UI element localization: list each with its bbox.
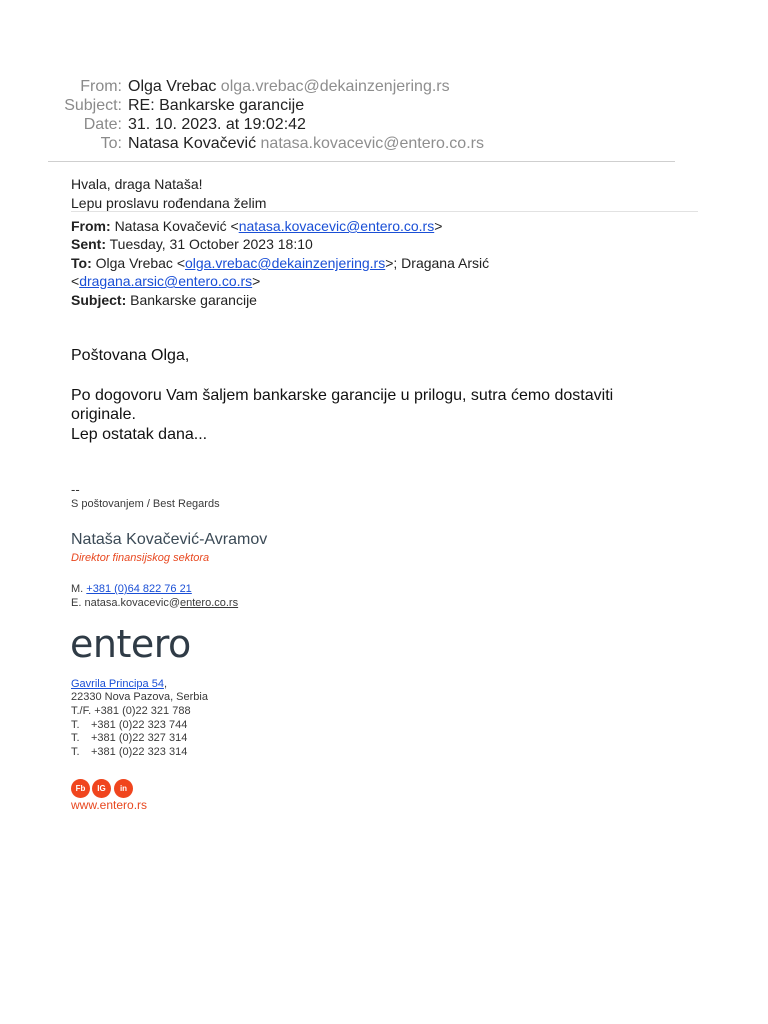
quoted-to-close-2: > [252, 273, 261, 289]
signature-email [71, 597, 238, 611]
quoted-sent [71, 235, 313, 253]
signature-regards: S poštovanjem / Best Regards [71, 498, 220, 510]
phone-1 [71, 719, 188, 733]
signature-mobile [71, 583, 192, 597]
quoted-to-name-1: Olga Vrebac < [95, 255, 185, 271]
email-label: E. [71, 597, 82, 609]
quoted-sent-label: Sent: [71, 236, 106, 252]
body-greeting: Poštovana Olga, [71, 347, 190, 364]
email-domain-link[interactable]: entero.co.rs [180, 597, 239, 609]
quoted-from-close: > [434, 218, 443, 234]
linkedin-icon[interactable]: in [114, 779, 133, 798]
phone-2-number[interactable]: +381 (0)22 327 314 [91, 732, 188, 744]
quoted-to-label: To: [71, 255, 92, 271]
body-paragraph-line-2: originale. [71, 406, 136, 423]
phone-1-label: T. [71, 719, 80, 731]
quoted-to-cont [71, 272, 260, 290]
quoted-to-email-2-link[interactable]: dragana.arsic@entero.co.rs [79, 273, 253, 289]
header-to-label: To: [100, 135, 122, 152]
quoted-to-open-2: < [71, 273, 80, 289]
header-from-value [128, 77, 450, 97]
header-from-label: From: [80, 78, 122, 95]
sender-email[interactable]: olga.vrebac@dekainzenjering.rs [220, 78, 450, 95]
phone-1-number[interactable]: +381 (0)22 323 744 [91, 719, 188, 731]
recipient-name: Natasa Kovačević [128, 135, 257, 152]
phone-tf-number[interactable]: +381 (0)22 321 788 [94, 705, 191, 717]
facebook-icon[interactable]: Fb [71, 779, 90, 798]
header-date-value: 31. 10. 2023. at 19:02:42 [128, 116, 306, 133]
quoted-from-label: From: [71, 218, 111, 234]
quoted-from-name: Natasa Kovačević < [114, 218, 239, 234]
quoted-subject [71, 291, 257, 309]
quoted-to-mid: >; Dragana Arsić [385, 255, 490, 271]
mobile-label: M. [71, 583, 84, 595]
quoted-to-email-1-link[interactable]: olga.vrebac@dekainzenjering.rs [185, 255, 386, 271]
quoted-sent-value: Tuesday, 31 October 2023 18:10 [109, 236, 313, 252]
address-street-line [71, 678, 167, 692]
header-to-value [128, 134, 484, 154]
quoted-from [71, 217, 442, 235]
quoted-subject-label: Subject: [71, 292, 127, 308]
phone-2-label: T. [71, 732, 80, 744]
instagram-icon[interactable]: IG [92, 779, 111, 798]
body-paragraph-line-1: Po dogovoru Vam šaljem bankarske garancije u prilogu, sutra ćemo dostaviti [71, 387, 614, 404]
phone-3-number[interactable]: +381 (0)22 323 314 [91, 746, 188, 758]
quoted-to [71, 254, 489, 272]
signature-dashes: -- [71, 482, 80, 497]
website-link[interactable]: www.entero.rs [71, 798, 148, 812]
header-subject-value: RE: Bankarske garancije [128, 97, 305, 114]
quote-divider [71, 211, 698, 212]
header-date-label: Date: [83, 116, 122, 133]
address-city: 22330 Nova Pazova, Serbia [71, 691, 208, 703]
email-user: natasa.kovacevic@ [84, 597, 181, 609]
entero-logo: entero [70, 622, 191, 666]
body-closing: Lep ostatak dana... [71, 426, 208, 443]
signature-title: Direktor finansijskog sektora [71, 552, 210, 564]
phone-tf-label: T./F. [71, 705, 92, 717]
mobile-link[interactable]: +381 (0)64 822 76 21 [86, 583, 192, 595]
quoted-from-email-link[interactable]: natasa.kovacevic@entero.co.rs [238, 218, 435, 234]
signature-name: Nataša Kovačević-Avramov [71, 531, 268, 548]
phone-3-label: T. [71, 746, 80, 758]
phone-tf [71, 705, 191, 719]
reply-line-2: Lepu proslavu rođendana želim [71, 195, 267, 211]
address-comma: , [163, 678, 167, 690]
sender-name: Olga Vrebac [128, 78, 217, 95]
reply-line-1: Hvala, draga Nataša! [71, 176, 203, 192]
phone-3 [71, 746, 188, 760]
address-street-link[interactable]: Gavrila Principa 54 [71, 678, 164, 690]
phone-2 [71, 732, 188, 746]
recipient-email[interactable]: natasa.kovacevic@entero.co.rs [260, 135, 484, 152]
quoted-subject-value: Bankarske garancije [130, 292, 257, 308]
header-divider [48, 161, 675, 162]
header-subject-label: Subject: [64, 97, 122, 114]
